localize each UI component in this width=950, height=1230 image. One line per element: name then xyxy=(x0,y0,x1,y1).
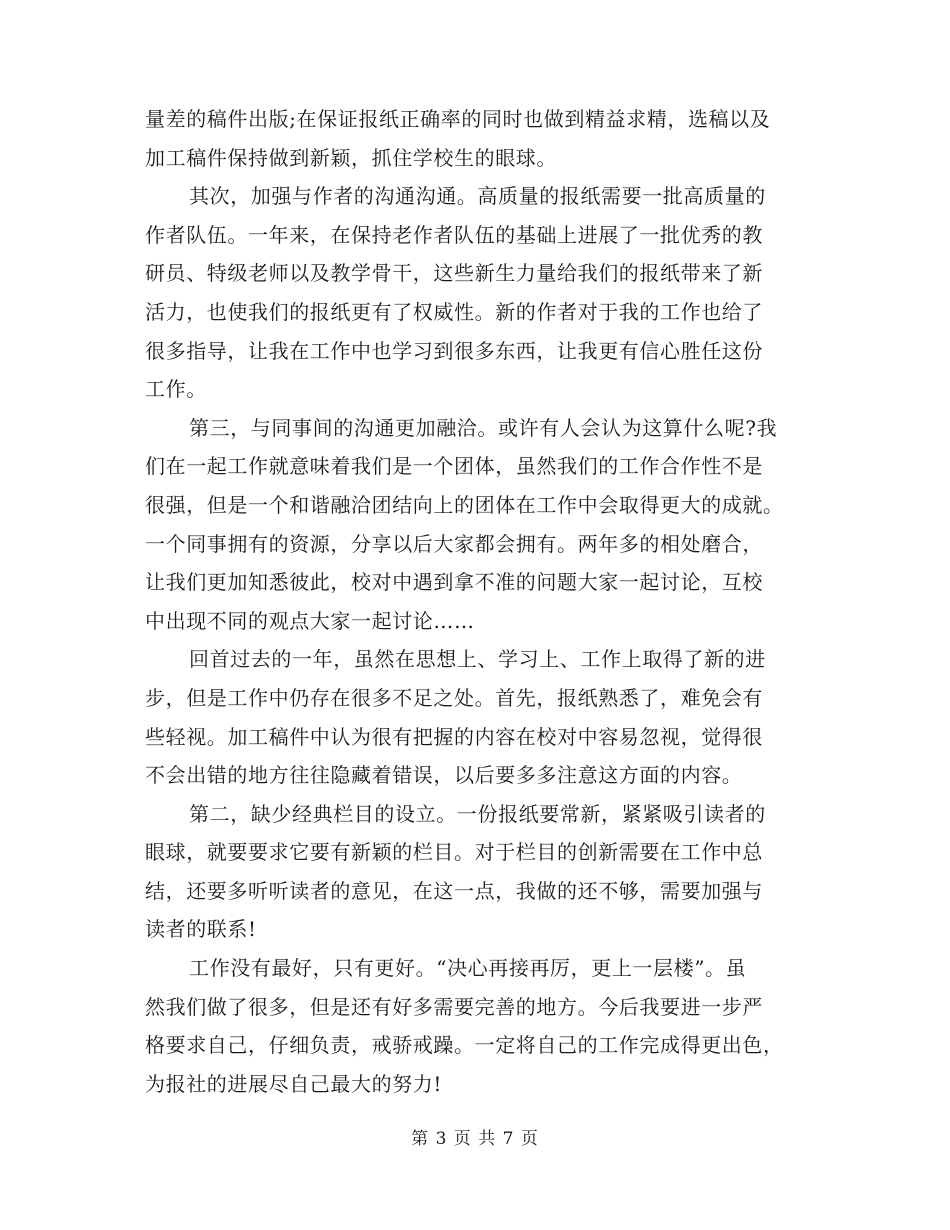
text-line: 不会出错的地方往往隐藏着错误，以后要多多注意这方面的内容。 xyxy=(145,763,743,788)
text-line: 步，但是工作中仍存在很多不足之处。首先，报纸熟悉了，难免会有 xyxy=(145,685,763,710)
text-line: 中出现不同的观点大家一起讨论…… xyxy=(145,608,475,633)
text-line: 然我们做了很多，但是还有好多需要完善的地方。今后我要进一步严 xyxy=(145,994,763,1019)
text-line: 读者的联系! xyxy=(145,917,257,942)
text-line: 一个同事拥有的资源，分享以后大家都会拥有。两年多的相处磨合， xyxy=(145,531,763,556)
text-line: 很强，但是一个和谐融洽团结向上的团体在工作中会取得更大的成就。 xyxy=(145,492,784,517)
body-text xyxy=(145,100,815,1103)
text-line: 量差的稿件出版;在保证报纸正确率的同时也做到精益求精，选稿以及 xyxy=(145,107,771,131)
text-line: 眼球，就要要求它要有新颖的栏目。对于栏目的创新需要在工作中总 xyxy=(145,840,763,865)
paragraph-start-line: 第三，与同事间的沟通更加融洽。或许有人会认为这算什么呢?我 xyxy=(189,415,778,440)
text-line: 很多指导，让我在工作中也学习到很多东西，让我更有信心胜任这份 xyxy=(145,338,763,363)
text-line: 让我们更加知悉彼此，校对中遇到拿不准的问题大家一起讨论，互校 xyxy=(145,570,763,595)
text-line: 结，还要多听听读者的意见，在这一点，我做的还不够，需要加强与 xyxy=(145,878,763,903)
paragraph-start-line: 回首过去的一年，虽然在思想上、学习上、工作上取得了新的进 xyxy=(189,647,766,672)
paragraph-start-line: 其次，加强与作者的沟通沟通。高质量的报纸需要一批高质量的 xyxy=(189,184,766,209)
paragraph-start-line: 工作没有最好，只有更好。“决心再接再厉，更上一层楼”。虽 xyxy=(189,956,747,981)
text-line: 些轻视。加工稿件中认为很有把握的内容在校对中容易忽视，觉得很 xyxy=(145,724,763,749)
text-line: 作者队伍。一年来，在保持老作者队伍的基础上进展了一批优秀的教 xyxy=(145,222,763,247)
text-line: 研员、特级老师以及教学骨干，这些新生力量给我们的报纸带来了新 xyxy=(145,261,763,286)
text-line: 活力，也使我们的报纸更有了权威性。新的作者对于我的工作也给了 xyxy=(145,299,763,324)
text-line: 们在一起工作就意味着我们是一个团体，虽然我们的工作合作性不是 xyxy=(145,454,763,479)
text-line: 格要求自己，仔细负责，戒骄戒躁。一定将自己的工作完成得更出色， xyxy=(145,1033,784,1058)
text-line: 为报社的进展尽自己最大的努力! xyxy=(145,1071,443,1096)
page-number-footer: 第 3 页 共 7 页 xyxy=(411,1129,539,1149)
paragraph-start-line: 第二，缺少经典栏目的设立。一份报纸要常新，紧紧吸引读者的 xyxy=(189,801,766,826)
text-line: 加工稿件保持做到新颖，抓住学校生的眼球。 xyxy=(145,145,557,170)
text-line: 工作。 xyxy=(145,377,207,402)
